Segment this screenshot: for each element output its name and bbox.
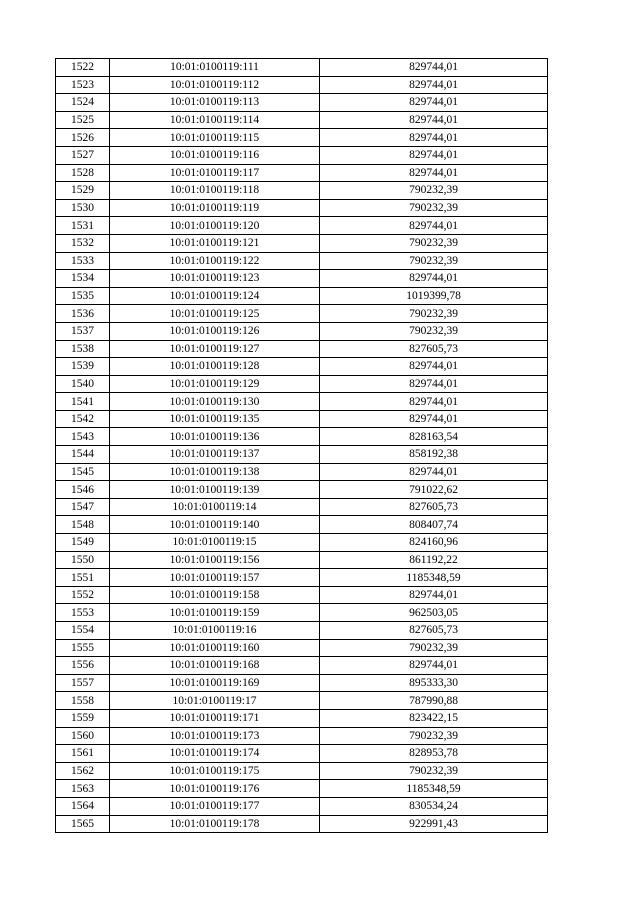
row-number-cell: 1539 <box>56 358 110 376</box>
row-number-cell: 1563 <box>56 780 110 798</box>
cadastral-number-cell: 10:01:0100119:124 <box>110 287 320 305</box>
cadastral-number-cell: 10:01:0100119:129 <box>110 375 320 393</box>
row-number-cell: 1524 <box>56 94 110 112</box>
cadastral-number-cell: 10:01:0100119:116 <box>110 146 320 164</box>
cadastral-number-cell: 10:01:0100119:137 <box>110 446 320 464</box>
row-number-cell: 1531 <box>56 217 110 235</box>
table-row <box>56 59 548 77</box>
row-number-cell: 1534 <box>56 270 110 288</box>
row-number-cell: 1536 <box>56 305 110 323</box>
cadastral-value-cell: 828163,54 <box>320 428 548 446</box>
table-row <box>56 551 548 569</box>
table-row <box>56 217 548 235</box>
table-row <box>56 270 548 288</box>
cadastral-number-cell: 10:01:0100119:125 <box>110 305 320 323</box>
cadastral-number-cell: 10:01:0100119:17 <box>110 692 320 710</box>
table-row <box>56 252 548 270</box>
cadastral-value-cell: 829744,01 <box>320 586 548 604</box>
table-row <box>56 199 548 217</box>
cadastral-number-cell: 10:01:0100119:121 <box>110 234 320 252</box>
cadastral-value-cell: 1185348,59 <box>320 569 548 587</box>
cadastral-value-cell: 829744,01 <box>320 410 548 428</box>
cadastral-value-cell: 1185348,59 <box>320 780 548 798</box>
row-number-cell: 1523 <box>56 76 110 94</box>
cadastral-number-cell: 10:01:0100119:177 <box>110 797 320 815</box>
cadastral-value-cell: 824160,96 <box>320 534 548 552</box>
row-number-cell: 1557 <box>56 674 110 692</box>
cadastral-number-cell: 10:01:0100119:178 <box>110 815 320 833</box>
table-row <box>56 410 548 428</box>
cadastral-number-cell: 10:01:0100119:171 <box>110 709 320 727</box>
cadastral-value-cell: 790232,39 <box>320 199 548 217</box>
cadastral-value-cell: 830534,24 <box>320 797 548 815</box>
table-row <box>56 657 548 675</box>
cadastral-value-cell: 790232,39 <box>320 252 548 270</box>
row-number-cell: 1522 <box>56 59 110 77</box>
cadastral-value-cell: 829744,01 <box>320 76 548 94</box>
row-number-cell: 1555 <box>56 639 110 657</box>
cadastral-number-cell: 10:01:0100119:117 <box>110 164 320 182</box>
table-row <box>56 622 548 640</box>
cadastral-value-cell: 962503,05 <box>320 604 548 622</box>
cadastral-number-cell: 10:01:0100119:130 <box>110 393 320 411</box>
cadastral-number-cell: 10:01:0100119:139 <box>110 481 320 499</box>
cadastral-value-cell: 829744,01 <box>320 270 548 288</box>
table-row <box>56 674 548 692</box>
cadastral-number-cell: 10:01:0100119:159 <box>110 604 320 622</box>
cadastral-value-cell: 790232,39 <box>320 762 548 780</box>
table-row <box>56 709 548 727</box>
table-row <box>56 393 548 411</box>
cadastral-number-cell: 10:01:0100119:114 <box>110 111 320 129</box>
cadastral-value-cell: 808407,74 <box>320 516 548 534</box>
row-number-cell: 1526 <box>56 129 110 147</box>
row-number-cell: 1549 <box>56 534 110 552</box>
cadastral-number-cell: 10:01:0100119:15 <box>110 534 320 552</box>
cadastral-value-cell: 858192,38 <box>320 446 548 464</box>
cadastral-number-cell: 10:01:0100119:128 <box>110 358 320 376</box>
cadastral-value-cell: 827605,73 <box>320 340 548 358</box>
table-row <box>56 305 548 323</box>
cadastral-value-cell: 790232,39 <box>320 639 548 657</box>
table-row <box>56 762 548 780</box>
cadastral-number-cell: 10:01:0100119:122 <box>110 252 320 270</box>
table-row <box>56 745 548 763</box>
row-number-cell: 1562 <box>56 762 110 780</box>
row-number-cell: 1551 <box>56 569 110 587</box>
row-number-cell: 1544 <box>56 446 110 464</box>
table-row <box>56 234 548 252</box>
row-number-cell: 1542 <box>56 410 110 428</box>
row-number-cell: 1546 <box>56 481 110 499</box>
cadastral-number-cell: 10:01:0100119:136 <box>110 428 320 446</box>
cadastral-value-cell: 790232,39 <box>320 234 548 252</box>
table-row <box>56 727 548 745</box>
table-row <box>56 322 548 340</box>
cadastral-number-cell: 10:01:0100119:118 <box>110 182 320 200</box>
row-number-cell: 1537 <box>56 322 110 340</box>
cadastral-value-cell: 829744,01 <box>320 657 548 675</box>
cadastral-value-cell: 1019399,78 <box>320 287 548 305</box>
cadastral-value-cell: 829744,01 <box>320 129 548 147</box>
table-row <box>56 94 548 112</box>
cadastral-number-cell: 10:01:0100119:135 <box>110 410 320 428</box>
table-row <box>56 446 548 464</box>
cadastral-number-cell: 10:01:0100119:113 <box>110 94 320 112</box>
cadastral-value-cell: 829744,01 <box>320 217 548 235</box>
row-number-cell: 1561 <box>56 745 110 763</box>
row-number-cell: 1547 <box>56 498 110 516</box>
row-number-cell: 1565 <box>56 815 110 833</box>
cadastral-number-cell: 10:01:0100119:176 <box>110 780 320 798</box>
table-body <box>56 59 548 833</box>
cadastral-number-cell: 10:01:0100119:16 <box>110 622 320 640</box>
row-number-cell: 1530 <box>56 199 110 217</box>
cadastral-value-cell: 828953,78 <box>320 745 548 763</box>
row-number-cell: 1556 <box>56 657 110 675</box>
cadastral-value-cell: 829744,01 <box>320 94 548 112</box>
row-number-cell: 1543 <box>56 428 110 446</box>
row-number-cell: 1538 <box>56 340 110 358</box>
table-row <box>56 375 548 393</box>
cadastral-value-cell: 790232,39 <box>320 727 548 745</box>
cadastral-value-cell: 827605,73 <box>320 622 548 640</box>
cadastral-value-cell: 829744,01 <box>320 393 548 411</box>
row-number-cell: 1525 <box>56 111 110 129</box>
cadastral-number-cell: 10:01:0100119:168 <box>110 657 320 675</box>
table-row <box>56 639 548 657</box>
row-number-cell: 1535 <box>56 287 110 305</box>
row-number-cell: 1541 <box>56 393 110 411</box>
cadastral-value-cell: 790232,39 <box>320 182 548 200</box>
cadastral-number-cell: 10:01:0100119:127 <box>110 340 320 358</box>
table-row <box>56 358 548 376</box>
table-row <box>56 164 548 182</box>
table-row <box>56 797 548 815</box>
row-number-cell: 1548 <box>56 516 110 534</box>
table-row <box>56 604 548 622</box>
cadastral-number-cell: 10:01:0100119:173 <box>110 727 320 745</box>
cadastral-value-cell: 895333,30 <box>320 674 548 692</box>
cadastral-value-cell: 922991,43 <box>320 815 548 833</box>
cadastral-value-cell: 823422,15 <box>320 709 548 727</box>
cadastral-number-cell: 10:01:0100119:175 <box>110 762 320 780</box>
cadastral-value-table <box>55 58 548 833</box>
table-row <box>56 534 548 552</box>
table-row <box>56 111 548 129</box>
row-number-cell: 1533 <box>56 252 110 270</box>
cadastral-number-cell: 10:01:0100119:158 <box>110 586 320 604</box>
row-number-cell: 1550 <box>56 551 110 569</box>
cadastral-number-cell: 10:01:0100119:160 <box>110 639 320 657</box>
cadastral-value-cell: 829744,01 <box>320 111 548 129</box>
table-row <box>56 586 548 604</box>
table-row <box>56 129 548 147</box>
cadastral-number-cell: 10:01:0100119:120 <box>110 217 320 235</box>
row-number-cell: 1552 <box>56 586 110 604</box>
table-row <box>56 340 548 358</box>
cadastral-value-cell: 829744,01 <box>320 375 548 393</box>
cadastral-value-cell: 790232,39 <box>320 322 548 340</box>
cadastral-number-cell: 10:01:0100119:119 <box>110 199 320 217</box>
table-row <box>56 815 548 833</box>
table-row <box>56 428 548 446</box>
cadastral-number-cell: 10:01:0100119:157 <box>110 569 320 587</box>
row-number-cell: 1559 <box>56 709 110 727</box>
cadastral-value-cell: 861192,22 <box>320 551 548 569</box>
row-number-cell: 1532 <box>56 234 110 252</box>
table-row <box>56 516 548 534</box>
cadastral-number-cell: 10:01:0100119:169 <box>110 674 320 692</box>
row-number-cell: 1558 <box>56 692 110 710</box>
cadastral-value-cell: 827605,73 <box>320 498 548 516</box>
cadastral-number-cell: 10:01:0100119:123 <box>110 270 320 288</box>
table-row <box>56 569 548 587</box>
cadastral-number-cell: 10:01:0100119:112 <box>110 76 320 94</box>
row-number-cell: 1553 <box>56 604 110 622</box>
cadastral-number-cell: 10:01:0100119:138 <box>110 463 320 481</box>
cadastral-value-cell: 787990,88 <box>320 692 548 710</box>
cadastral-number-cell: 10:01:0100119:111 <box>110 59 320 77</box>
row-number-cell: 1545 <box>56 463 110 481</box>
row-number-cell: 1554 <box>56 622 110 640</box>
cadastral-value-cell: 791022,62 <box>320 481 548 499</box>
cadastral-value-cell: 790232,39 <box>320 305 548 323</box>
table-row <box>56 498 548 516</box>
cadastral-value-cell: 829744,01 <box>320 358 548 376</box>
table-row <box>56 481 548 499</box>
cadastral-number-cell: 10:01:0100119:115 <box>110 129 320 147</box>
table-row <box>56 780 548 798</box>
row-number-cell: 1540 <box>56 375 110 393</box>
table-row <box>56 182 548 200</box>
row-number-cell: 1527 <box>56 146 110 164</box>
cadastral-number-cell: 10:01:0100119:174 <box>110 745 320 763</box>
table-row <box>56 146 548 164</box>
cadastral-value-cell: 829744,01 <box>320 164 548 182</box>
table-row <box>56 76 548 94</box>
cadastral-number-cell: 10:01:0100119:140 <box>110 516 320 534</box>
cadastral-number-cell: 10:01:0100119:14 <box>110 498 320 516</box>
row-number-cell: 1528 <box>56 164 110 182</box>
row-number-cell: 1564 <box>56 797 110 815</box>
cadastral-value-cell: 829744,01 <box>320 59 548 77</box>
row-number-cell: 1560 <box>56 727 110 745</box>
cadastral-value-cell: 829744,01 <box>320 146 548 164</box>
row-number-cell: 1529 <box>56 182 110 200</box>
table-row <box>56 287 548 305</box>
table-row <box>56 692 548 710</box>
cadastral-number-cell: 10:01:0100119:126 <box>110 322 320 340</box>
table-row <box>56 463 548 481</box>
cadastral-number-cell: 10:01:0100119:156 <box>110 551 320 569</box>
cadastral-value-cell: 829744,01 <box>320 463 548 481</box>
